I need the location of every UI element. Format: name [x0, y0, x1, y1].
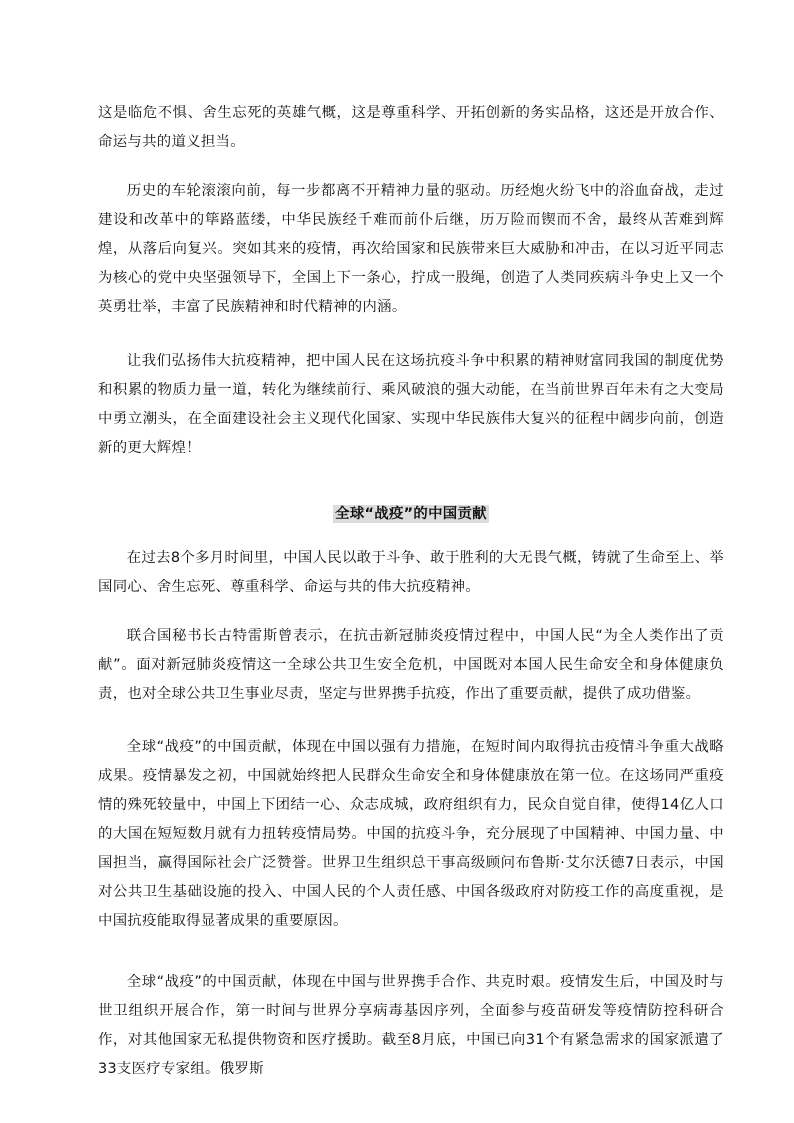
paragraph-heroic-spirit: 这是临危不惧、舍生忘死的英雄气概，这是尊重科学、开拓创新的务实品格，这还是开放合作、命运与共的道义担当。	[98, 105, 724, 150]
paragraph-carry-forward: 让我们弘扬伟大抗疫精神，把中国人民在这场抗疫斗争中积累的精神财富同我国的制度优势和积累的物质力量一道，转化为继续前行、乘风破浪的强大动能，在当前世界百年未有之大变局中勇立潮头，在全面建设社会主义现代化国家、实现中华民族伟大复兴的征程中阔步向前，创造新的更大辉煌！	[98, 353, 724, 456]
paragraph-world-cooperation: 全球“战疫”的中国贡献，体现在中国与世界携手合作、共克时艰。疫情发生后，中国及时与世卫组织开展合作，第一时间与世界分享病毒基因序列，全面参与疫苗研发等疫情防控科研合作，对其他国家无私提供物资和医疗援助。截至8月底，中国已向31个有紧急需求的国家派遣了33支医疗专家组。俄罗斯	[98, 974, 724, 1077]
paragraph-history-wheel: 历史的车轮滚滚向前，每一步都离不开精神力量的驱动。历经炮火纷飞中的浴血奋战，走过建设和改革中的筚路蓝缕，中华民族经千难而前仆后继，历万险而锲而不舍，最终从苦难到辉煌，从落后向复兴。突如其来的疫情，再次给国家和民族带来巨大威胁和冲击，在以习近平同志为核心的党中央坚强领导下，全国上下一条心，拧成一股绳，创造了人类同疾病斗争史上又一个英勇壮举，丰富了民族精神和时代精神的内涵。	[98, 183, 724, 315]
section-heading-text: 全球“战疫”的中国贡献	[335, 506, 487, 522]
paragraph-eight-months: 在过去8个多月时间里，中国人民以敢于斗争、敢于胜利的大无畏气概，铸就了生命至上、举国同心、舍生忘死、尊重科学、命运与共的伟大抗疫精神。	[98, 550, 724, 595]
paragraph-un-secretary: 联合国秘书长古特雷斯曾表示，在抗击新冠肺炎疫情过程中，中国人民“为全人类作出了贡献”。面对新冠肺炎疫情这一全球公共卫生安全危机，中国既对本国人民生命安全和身体健康负责，也对全球公共卫生事业尽责，坚定与世界携手抗疫，作出了重要贡献，提供了成功借鉴。	[98, 628, 724, 702]
paragraph-china-measures: 全球“战疫”的中国贡献，体现在中国以强有力措施，在短时间内取得抗击疫情斗争重大战略成果。疫情暴发之初，中国就始终把人民群众生命安全和身体健康放在第一位。在这场同严重疫情的殊死较量中，中国上下团结一心、众志成城，政府组织有力，民众自觉自律，使得14亿人口的大国在短短数月就有力扭转疫情局势。中国的抗疫斗争，充分展现了中国精神、中国力量、中国担当，赢得国际社会广泛赞誉。世界卫生组织总干事高级顾问布鲁斯·艾尔沃德7日表示，中国对公共卫生基础设施的投入、中国人民的个人责任感、中国各级政府对防疫工作的高度重视，是中国抗疫能取得显著成果的重要原因。	[98, 739, 724, 929]
section-heading	[98, 502, 724, 526]
